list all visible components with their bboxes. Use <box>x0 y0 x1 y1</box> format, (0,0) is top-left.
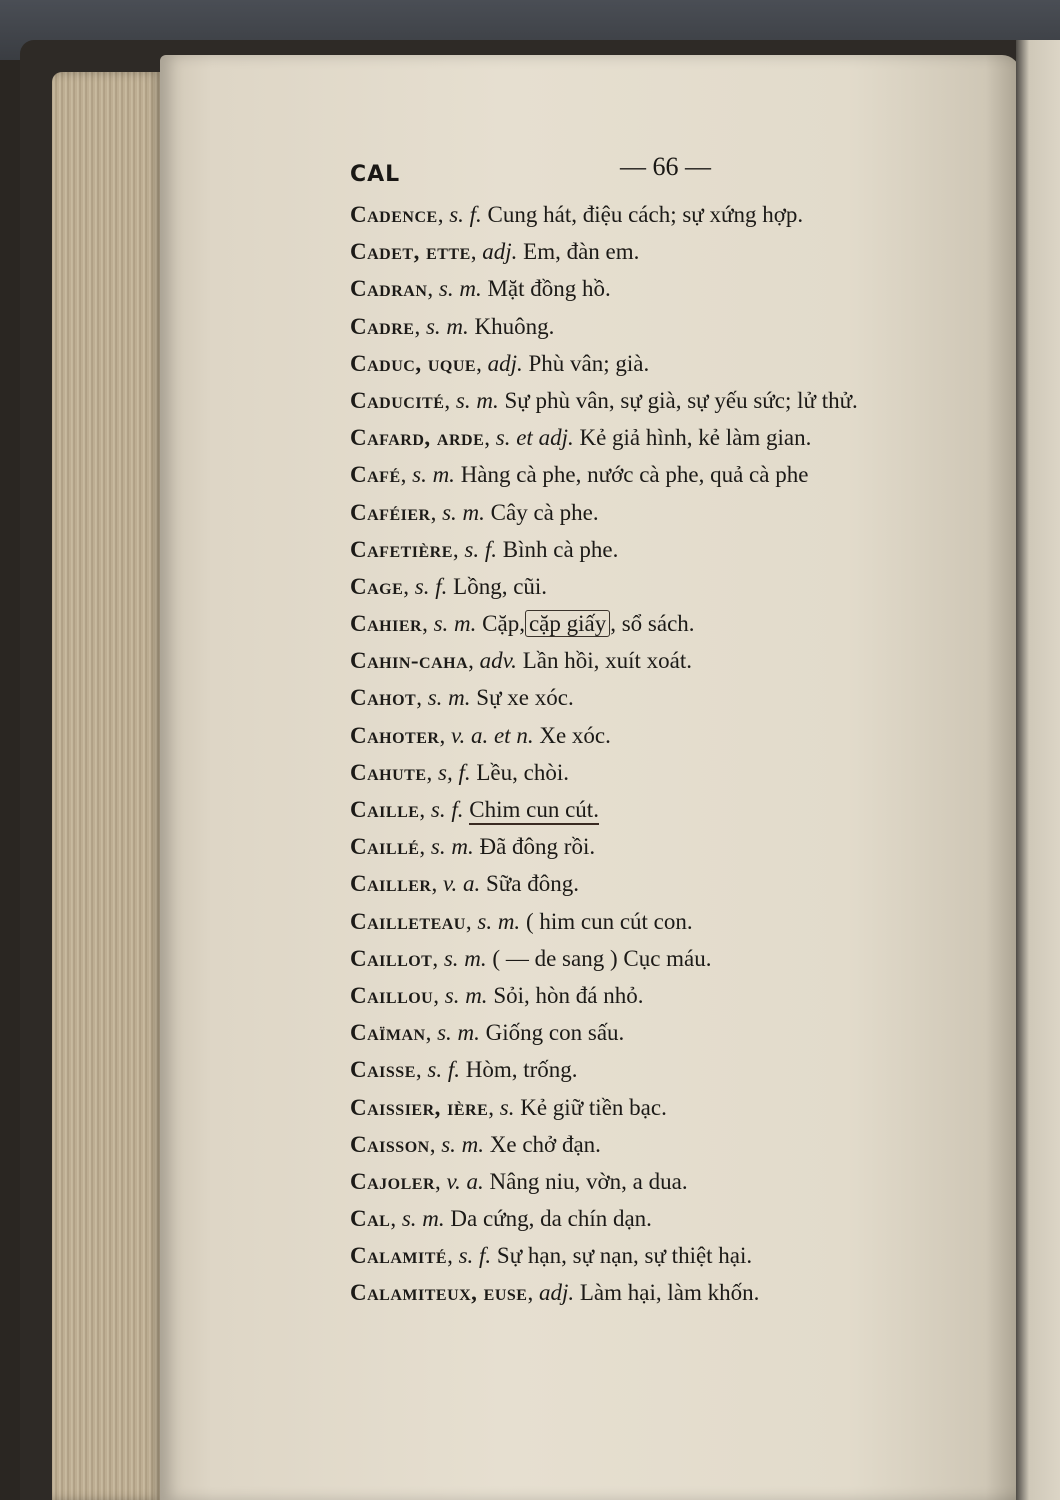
dictionary-entry: Cadre, s. m. Khuông. <box>350 313 555 339</box>
headword: Calamité <box>350 1243 448 1269</box>
dictionary-entry: Caïman, s. m. Giống con sấu. <box>350 1020 625 1046</box>
grammar-label: s, f. <box>438 759 471 785</box>
page-header <box>190 150 730 196</box>
headword: Caillot <box>350 945 433 971</box>
grammar-label: s. m. <box>443 945 487 971</box>
definition: Lần hồi, xuít xoát. <box>522 648 692 674</box>
grammar-label: s. m. <box>425 313 469 339</box>
definition: Lồng, cũi. <box>453 573 548 599</box>
headword: Caillou <box>350 982 434 1008</box>
grammar-label: s. m. <box>430 834 474 860</box>
dictionary-entry: Caillé, s. m. Đã đông rồi. <box>350 834 596 860</box>
definition: Em, đàn em. <box>523 239 640 265</box>
headword: Caissier, ière <box>350 1094 489 1120</box>
definition: Kẻ giả hình, kẻ làm gian. <box>579 425 812 451</box>
definition: Làm hại, làm khốn. <box>579 1280 760 1306</box>
grammar-label: v. a. <box>442 871 481 897</box>
headword: Cadre <box>350 313 415 339</box>
grammar-label: s. f. <box>458 1243 492 1269</box>
headword: Cajoler <box>350 1168 436 1194</box>
dictionary-entry: Cahier, s. m. Cặp, cặp giấy , sổ sách. <box>350 611 695 637</box>
dictionary-entry: Cahoter, v. a. et n. Xe xóc. <box>350 722 611 748</box>
dictionary-entry: Caisson, s. m. Xe chở đạn. <box>350 1131 601 1157</box>
dictionary-entry: Cahute, s, f. Lều, chòi. <box>350 759 569 785</box>
definition: Hàng cà phe, nước cà phe, quả cà phe <box>460 462 809 488</box>
headword: Cage <box>350 573 404 599</box>
definition: Sự phù vân, sự già, sự yếu sức; lử thử. <box>504 387 858 413</box>
grammar-label: v. a. <box>446 1168 484 1194</box>
dictionary-entry: Caféier, s. m. Cây cà phe. <box>350 499 599 525</box>
grammar-label: s. <box>499 1094 515 1120</box>
headword: Cahot <box>350 685 417 711</box>
headword: Cahoter <box>350 722 440 748</box>
dictionary-entry: Caisse, s. f. Hòm, trống. <box>350 1057 578 1083</box>
headword: Cahin-caha <box>350 648 469 674</box>
dictionary-entry: Cahin-caha, adv. Lần hồi, xuít xoát. <box>350 648 692 674</box>
headword: Calamiteux, euse <box>350 1280 528 1306</box>
definition: Sỏi, hòn đá nhỏ. <box>493 982 644 1008</box>
page-stack-edge <box>52 72 162 1500</box>
grammar-label: s. m. <box>442 499 485 525</box>
dictionary-entry: Cadence, s. f. Cung hát, điệu cách; sự xứng hợp. <box>350 202 804 227</box>
dictionary-entry: Caducité, s. m. Sự phù vân, sự già, sự yếu sức; lử thử. <box>350 387 858 413</box>
headword: Cahier <box>350 611 423 637</box>
definition: Cung hát, điệu cách; sự xứng hợp. <box>487 202 804 227</box>
definition-rest: , sổ sách. <box>610 611 695 637</box>
dictionary-entry: Café, s. m. Hàng cà phe, nước cà phe, quả cà phe <box>350 462 809 488</box>
grammar-label: s. m. <box>444 982 488 1008</box>
headword: Caisson <box>350 1131 430 1157</box>
definition: Mặt đồng hồ. <box>487 276 611 302</box>
definition: Xe xóc. <box>539 722 611 748</box>
definition: Bình cà phe. <box>502 536 619 562</box>
headword: Cahute <box>350 759 427 785</box>
grammar-label: s. f. <box>449 202 482 227</box>
grammar-label: s. et adj. <box>495 425 574 451</box>
running-head: CAL <box>350 162 401 187</box>
dictionary-entry: Caillou, s. m. Sỏi, hòn đá nhỏ. <box>350 982 644 1008</box>
underlined-definition: Chim cun cút. <box>469 797 599 825</box>
dictionary-entry: Caille, s. f. Chim cun cút. <box>350 791 990 828</box>
dictionary-entry: Cajoler, v. a. Nâng niu, vờn, a dua. <box>350 1168 688 1194</box>
headword: Cafetière <box>350 536 453 562</box>
headword: Caille <box>350 797 420 822</box>
grammar-label: s. f. <box>414 573 448 599</box>
grammar-label: s. f. <box>427 1057 460 1083</box>
definition: Khuông. <box>474 313 555 339</box>
grammar-label: s. m. <box>441 1131 485 1157</box>
definition: Sữa đông. <box>485 871 579 897</box>
definition: Phù vân; già. <box>528 350 650 376</box>
headword: Cailler <box>350 871 432 897</box>
definition: Đã đông rồi. <box>479 834 596 860</box>
dictionary-entry: Caillot, s. m. ( — de sang ) Cục máu. <box>350 945 712 971</box>
grammar-label: adj. <box>482 239 518 265</box>
definition: Cây cà phe. <box>490 499 599 525</box>
headword: Caillé <box>350 834 420 860</box>
grammar-label: s. f. <box>430 797 464 822</box>
dictionary-entry: Caduc, uque, adj. Phù vân; già. <box>350 350 650 376</box>
grammar-label: s. m. <box>438 276 482 302</box>
headword: Caisse <box>350 1057 416 1083</box>
definition: Sự xe xóc. <box>476 685 574 711</box>
dictionary-entry: Cadet, ette, adj. Em, đàn em. <box>350 239 640 265</box>
dictionary-entry: Cadran, s. m. Mặt đồng hồ. <box>350 276 611 302</box>
definition: Da cứng, da chín dạn. <box>450 1206 652 1232</box>
grammar-label: adv. <box>479 648 517 674</box>
headword: Cadence <box>350 202 438 227</box>
page-number: — 66 — <box>620 152 711 181</box>
dictionary-entry: Calamité, s. f. Sự hạn, sự nạn, sự thiệt hại. <box>350 1243 753 1269</box>
dictionary-entry: Calamiteux, euse, adj. Làm hại, làm khốn. <box>350 1280 760 1306</box>
dictionary-entry: Cage, s. f. Lồng, cũi. <box>350 573 548 599</box>
definition: Cặp, <box>482 611 525 637</box>
dictionary-entry: Caissier, ière, s. Kẻ giữ tiền bạc. <box>350 1094 667 1120</box>
grammar-label: s. m. <box>455 387 499 413</box>
headword: Caféier <box>350 499 431 525</box>
grammar-label: s. m. <box>412 462 455 488</box>
dictionary-entry: Cal, s. m. Da cứng, da chín dạn. <box>350 1206 652 1232</box>
headword: Cailleteau <box>350 908 466 934</box>
grammar-label: s. f. <box>464 536 498 562</box>
dictionary-entry: Cailler, v. a. Sữa đông. <box>350 871 579 897</box>
definition: ( him cun cút con. <box>525 908 693 934</box>
dictionary-entry: Cailleteau, s. m. ( him cun cút con. <box>350 908 693 934</box>
dictionary-entry: Cahot, s. m. Sự xe xóc. <box>350 685 574 711</box>
dictionary-entry: Cafetière, s. f. Bình cà phe. <box>350 536 619 562</box>
dictionary-entries <box>350 196 990 1312</box>
headword: Caducité <box>350 387 445 413</box>
grammar-label: s. m. <box>437 1020 480 1046</box>
grammar-label: s. m. <box>477 908 521 934</box>
headword: Cadran <box>350 276 428 302</box>
grammar-label: v. a. et n. <box>450 722 534 748</box>
grammar-label: s. m. <box>427 685 471 711</box>
definition: Xe chở đạn. <box>489 1131 601 1157</box>
definition: Lều, chòi. <box>476 759 569 785</box>
headword: Café <box>350 462 401 488</box>
headword: Cal <box>350 1206 391 1232</box>
definition: ( — de sang ) Cục máu. <box>492 945 712 971</box>
grammar-label: adj. <box>487 350 523 376</box>
definition: Giống con sấu. <box>485 1020 625 1046</box>
grammar-label: s. m. <box>401 1206 445 1232</box>
headword: Cafard, arde <box>350 425 485 451</box>
boxed-annotation: cặp giấy <box>525 610 610 637</box>
definition: Kẻ giữ tiền bạc. <box>520 1094 667 1120</box>
definition: Sự hạn, sự nạn, sự thiệt hại. <box>496 1243 753 1269</box>
definition: Nâng niu, vờn, a dua. <box>489 1168 688 1194</box>
definition: Hòm, trống. <box>465 1057 578 1083</box>
grammar-label: adj. <box>538 1280 575 1306</box>
grammar-label: s. m. <box>433 611 477 637</box>
facing-page-edge <box>1016 40 1060 1500</box>
headword: Caïman <box>350 1020 426 1046</box>
headword: Cadet, ette <box>350 239 471 265</box>
dictionary-entry: Cafard, arde, s. et adj. Kẻ giả hình, kẻ làm gian. <box>350 425 812 451</box>
headword: Caduc, uque <box>350 350 477 376</box>
